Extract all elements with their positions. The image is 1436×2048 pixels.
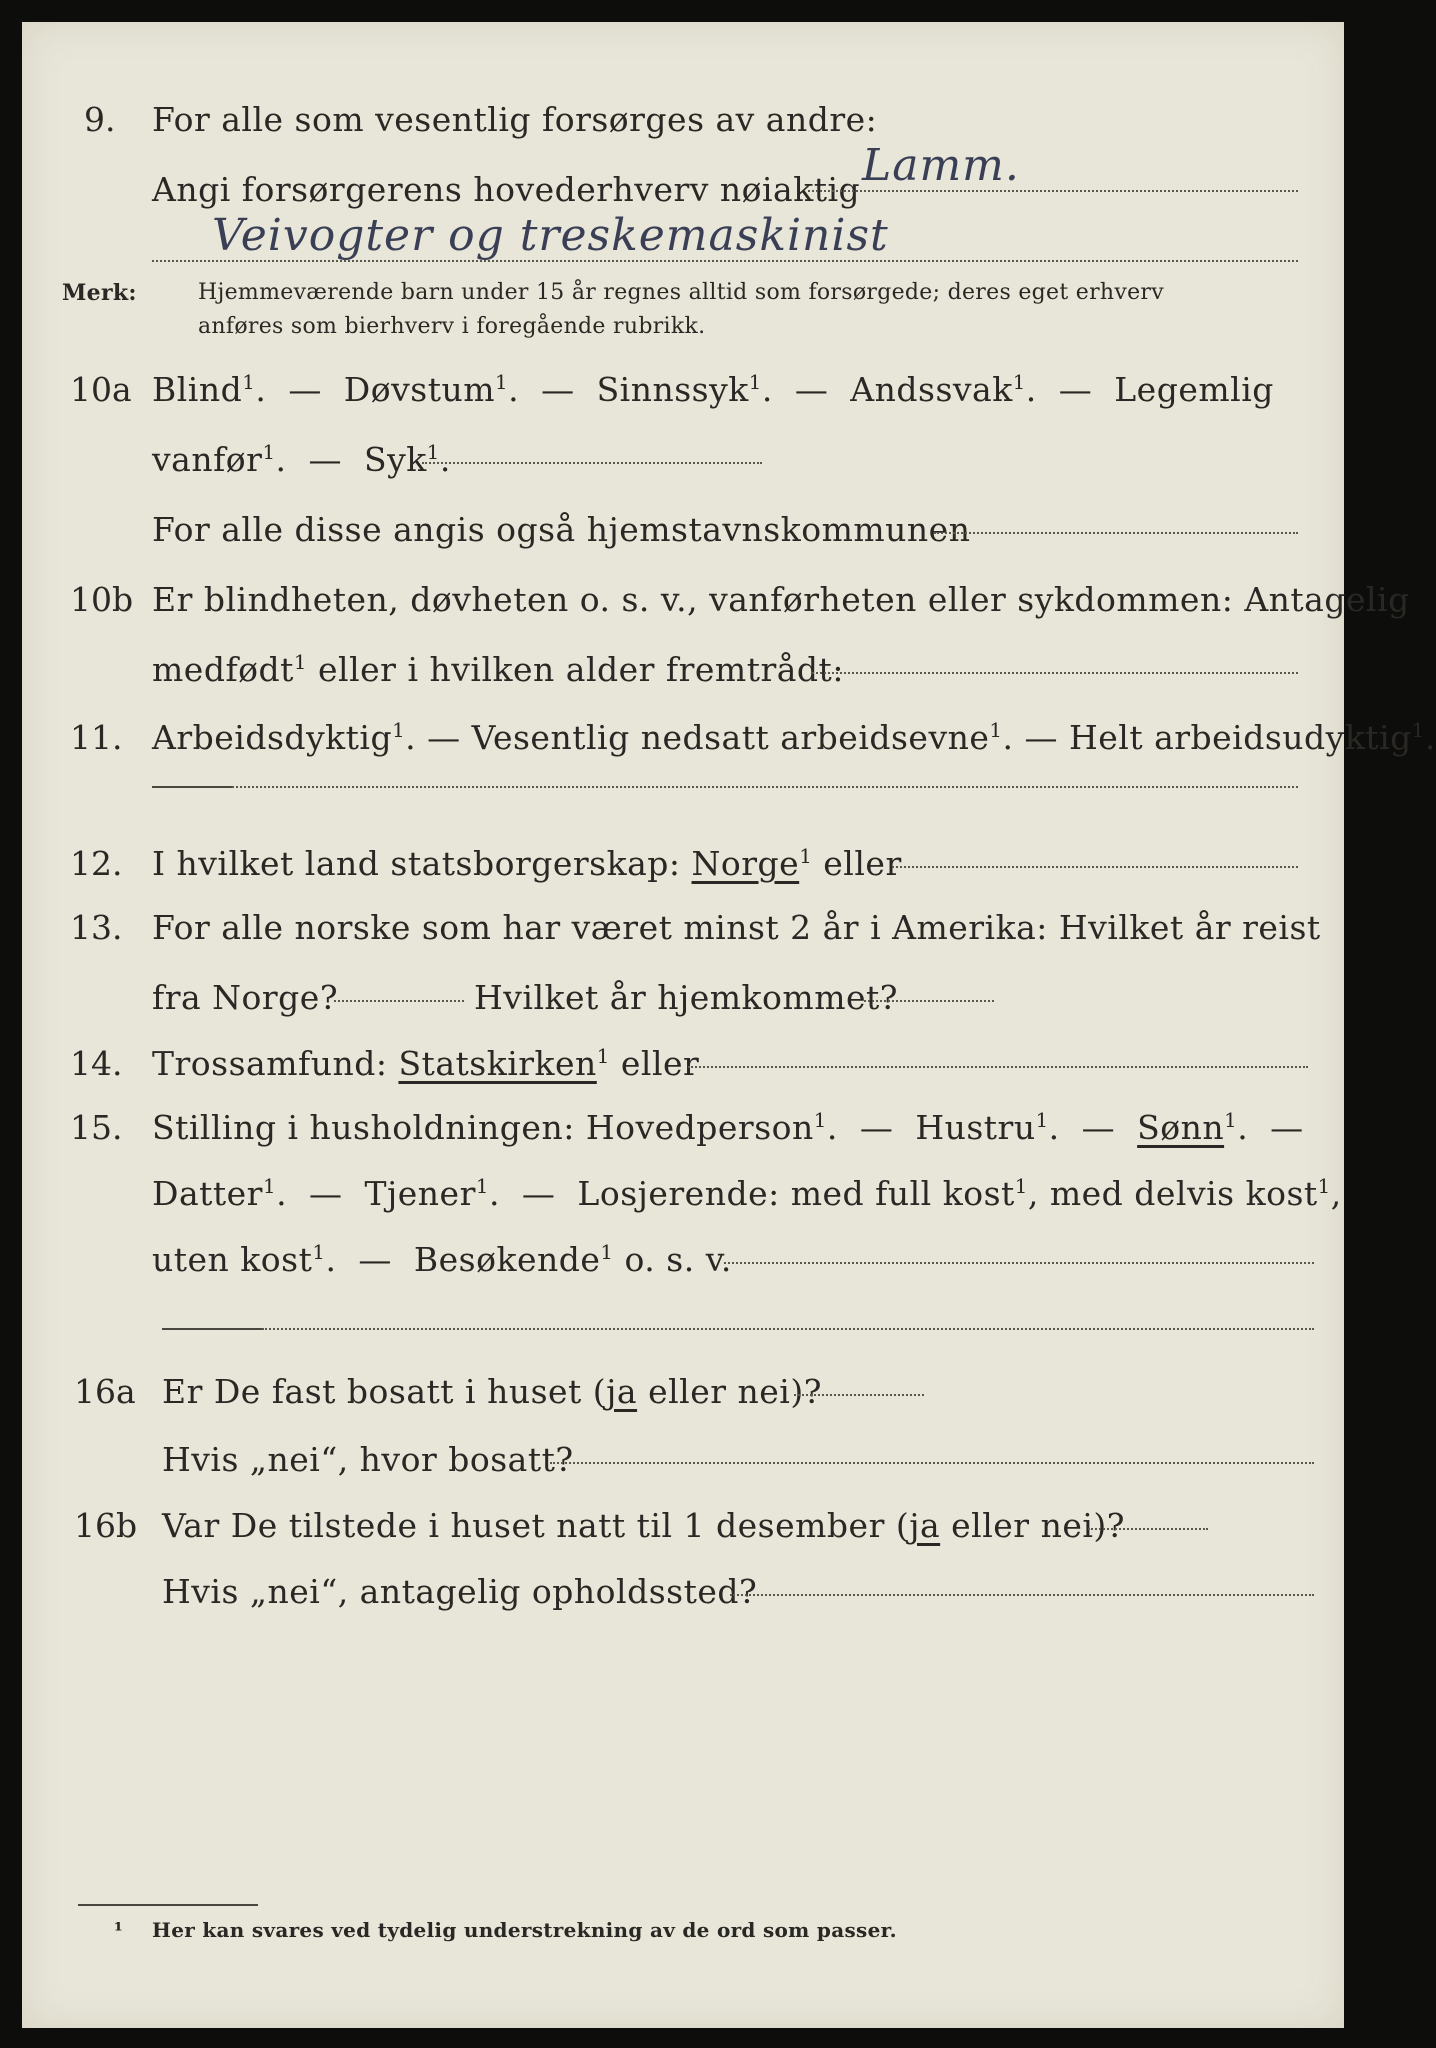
- q16b-line1: Var De tilstede i huset natt til 1 desember (ja eller nei)?: [162, 1506, 1125, 1545]
- q13-line2b: Hvilket år hjemkommet?: [474, 978, 898, 1017]
- q13-line2a: fra Norge?: [152, 978, 339, 1017]
- q15-answer-line: [262, 1328, 1314, 1330]
- merk-label: Merk:: [62, 280, 137, 306]
- q15-line3: uten kost$^1$. — Besøkende$^1$ o. s. v.: [152, 1240, 732, 1279]
- q10a-dotted-line-2: [934, 532, 1298, 534]
- q11-number: 11.: [70, 718, 123, 757]
- q11-answer-line-solid: [152, 786, 232, 788]
- q15-dotted-line: [724, 1262, 1314, 1264]
- q10a-line1: Blind$^1$. — Døvstum$^1$. — Sinnssyk$^1$. — Andssvak$^1$. — Legemlig: [152, 370, 1274, 409]
- q15-number: 15.: [70, 1108, 123, 1147]
- q14-line1: Trossamfund: Statskirken$^1$ eller: [152, 1044, 700, 1083]
- q10b-line1: Er blindheten, døvheten o. s. v., vanførheten eller sykdommen: Antagelig: [152, 580, 1410, 619]
- q12-number: 12.: [70, 844, 123, 883]
- merk-line1: Hjemmeværende barn under 15 år regnes alltid som forsørgede; deres eget erhverv: [198, 280, 1164, 305]
- q16a-number: 16a: [74, 1372, 136, 1411]
- form-page: [22, 22, 1436, 2028]
- footnote-text: Her kan svares ved tydelig understrekning av de ord som passer.: [152, 1918, 897, 1942]
- q9-handwritten-answer-2: Veivogter og treskemaskinist: [212, 210, 889, 261]
- q11-line1: Arbeidsdyktig$^1$. — Vesentlig nedsatt arbeidsevne$^1$. — Helt arbeidsudyktig$^1$.: [152, 718, 1436, 757]
- q13-number: 13.: [70, 908, 123, 947]
- q9-line2: Angi forsørgerens hovederhverv nøiaktig: [152, 170, 861, 209]
- q10a-dotted-line-1: [422, 462, 762, 464]
- q10b-number: 10b: [70, 580, 134, 619]
- q11-answer-line: [232, 786, 1298, 788]
- q9-dotted-line-2: [152, 260, 1298, 262]
- q15-answer-line-solid: [162, 1328, 262, 1330]
- q13-dotted-line-1: [334, 1000, 464, 1002]
- q16b-dotted-line-1: [1088, 1528, 1208, 1530]
- q14-dotted-line: [688, 1066, 1308, 1068]
- q10a-line2: vanfør$^1$. — Syk$^1$.: [152, 440, 451, 479]
- q9-number: 9.: [84, 100, 116, 139]
- q16b-line2: Hvis „nei“, antagelig opholdssted?: [162, 1572, 758, 1611]
- q9-handwritten-answer-1: Lamm.: [862, 140, 1020, 191]
- footnote-marker: ¹: [114, 1918, 124, 1942]
- q16a-line1: Er De fast bosatt i huset (ja eller nei)?: [162, 1372, 822, 1411]
- q12-dotted-line: [892, 866, 1298, 868]
- q9-line1: For alle som vesentlig forsørges av andre:: [152, 100, 878, 139]
- q13-dotted-line-2: [864, 1000, 994, 1002]
- q14-number: 14.: [70, 1044, 123, 1083]
- q10a-line3: For alle disse angis også hjemstavnskommunen: [152, 510, 971, 549]
- q10a-number: 10a: [70, 370, 132, 409]
- footnote-rule: [78, 1904, 258, 1906]
- q16a-line2: Hvis „nei“, hvor bosatt?: [162, 1440, 574, 1479]
- q13-line1: For alle norske som har været minst 2 år i Amerika: Hvilket år reist: [152, 908, 1321, 947]
- q15-line1: Stilling i husholdningen: Hovedperson$^1$. — Hustru$^1$. — Sønn$^1$. —: [152, 1108, 1304, 1147]
- q16a-dotted-line-2: [550, 1462, 1314, 1464]
- q16b-dotted-line-2: [730, 1594, 1314, 1596]
- q12-line1: I hvilket land statsborgerskap: Norge$^1$ eller: [152, 844, 902, 883]
- q10b-dotted-line: [812, 672, 1298, 674]
- q16a-dotted-line-1: [794, 1394, 924, 1396]
- q16b-number: 16b: [74, 1506, 138, 1545]
- q10b-line2: medfødt$^1$ eller i hvilken alder fremtrådt:: [152, 650, 844, 689]
- q15-line2: Datter$^1$. — Tjener$^1$. — Losjerende: med full kost$^1$, med delvis kost$^1$,: [152, 1174, 1342, 1213]
- merk-line2: anføres som bierhverv i foregående rubrikk.: [198, 314, 706, 339]
